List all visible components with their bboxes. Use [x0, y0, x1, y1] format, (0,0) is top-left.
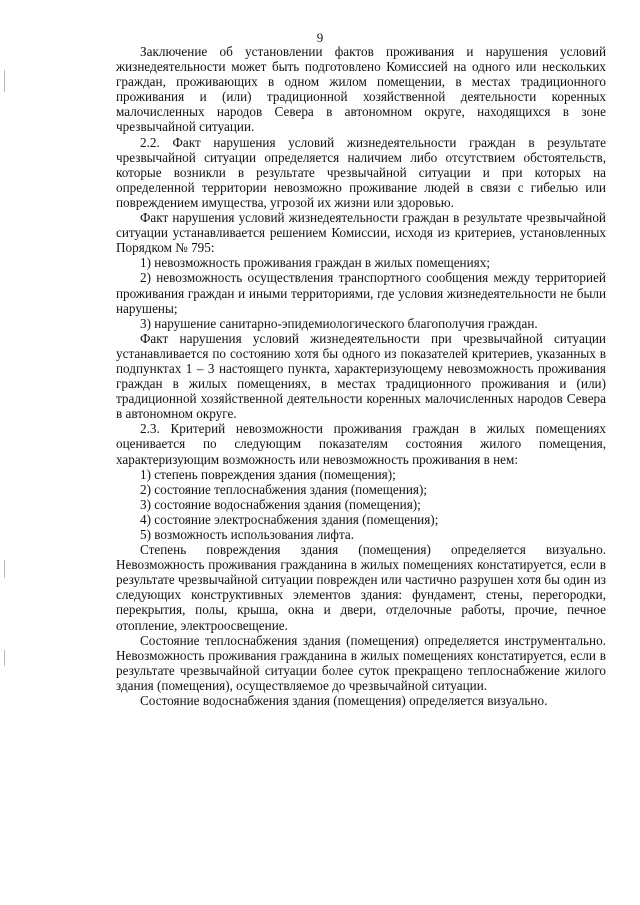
paragraph: Факт нарушения условий жизнедеятельности при чрезвычайной ситуации устанавливается по состоянию хотя бы одного из показателей критериев, указанных в подпунктах 1 – 3 настоящего пункта, характеризующему невозможность проживания граждан в жилых помещениях, в местах традиционного проживания и (или) традиционной хозяйственной деятельности коренных малочисленных народов Севера в автономном округе.	[116, 330, 606, 422]
paragraph: 2.2. Факт нарушения условий жизнедеятельности граждан в результате чрезвычайной ситуации определяется наличием либо отсутствием обстоятельств, которые возникли в результате чрезвычайной ситуации и при которых на определенной территории невозможно проживание людей в связи с гибелью или повреждением имущества, угрозой их жизни или здоровью.	[116, 134, 606, 210]
paragraph: Степень повреждения здания (помещения) определяется визуально. Невозможность проживания гражданина в жилых помещениях констатируется, если в результате чрезвычайной ситуации поврежден или частично разрушен хотя бы один из следующих конструктивных элементов здания: фундамент, стены, перегородки, перекрытия, полы, крыша, окна и двери, отделочные работы, прочие, печное отопление, электроосвещение.	[116, 542, 606, 633]
document-body	[116, 44, 606, 708]
list-item: 1) степень повреждения здания (помещения);	[140, 466, 396, 482]
paragraph: Состояние теплоснабжения здания (помещения) определяется инструментально. Невозможность проживания гражданина в жилых помещениях констатируется, если в результате чрезвычайной ситуации более суток прекращено теплоснабжение жилого здания (помещения), осуществляемое до чрезвычайной ситуации.	[116, 632, 606, 693]
list-item: 3) состояние водоснабжения здания (помещения);	[140, 496, 421, 512]
paragraph: Заключение об установлении фактов проживания и нарушения условий жизнедеятельности может быть подготовлено Комиссией на одного или нескольких граждан, проживающих в одном жилом помещении, в местах традиционного проживания и (или) традиционной хозяйственной деятельности коренных малочисленных народов Севера в автономном округе, находящихся в зоне чрезвычайной ситуации.	[116, 44, 606, 135]
list-item: 2) невозможность осуществления транспортного сообщения между территорией проживания граждан и иными территориями, где условия жизнедеятельности не были нарушены;	[116, 270, 606, 316]
paragraph: Состояние водоснабжения здания (помещения) определяется визуально.	[140, 693, 548, 709]
scan-edge-mark	[4, 70, 5, 92]
list-item: 5) возможность использования лифта.	[140, 527, 355, 542]
page-number: 9	[316, 30, 324, 45]
scan-edge-mark	[4, 560, 5, 578]
paragraph: 2.3. Критерий невозможности проживания граждан в жилых помещениях оценивается по следующим показателям состояния жилого помещения, характеризующим возможность или невозможность проживания в нем:	[116, 421, 606, 467]
list-item: 1) невозможность проживания граждан в жилых помещениях;	[140, 255, 490, 271]
list-item: 2) состояние теплоснабжения здания (помещения);	[140, 481, 428, 497]
list-item: 3) нарушение санитарно-эпидемиологического благополучия граждан.	[140, 315, 538, 331]
list-item: 4) состояние электроснабжения здания (помещения);	[140, 511, 439, 527]
paragraph: Факт нарушения условий жизнедеятельности граждан в результате чрезвычайной ситуации устанавливается решением Комиссии, исходя из критериев, установленных Порядком № 795:	[116, 210, 606, 256]
scan-edge-mark	[4, 650, 5, 666]
